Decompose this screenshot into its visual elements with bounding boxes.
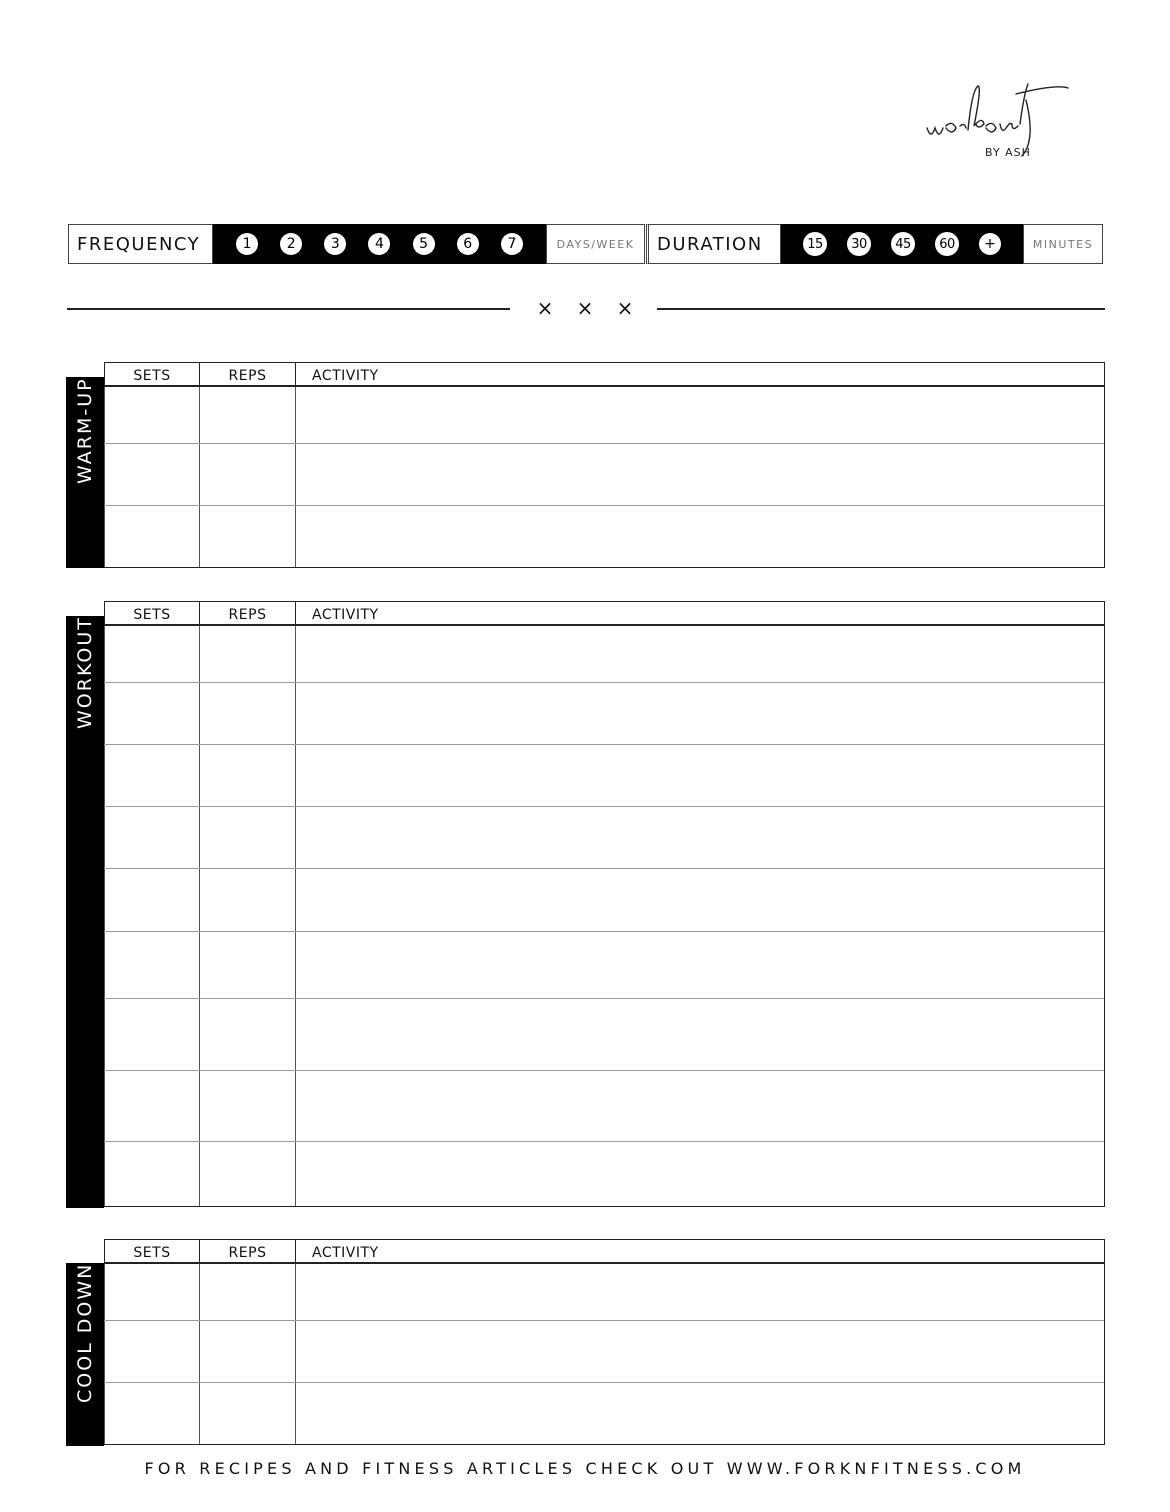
activity-header: ACTIVITY bbox=[295, 363, 1104, 385]
sets-cell[interactable] bbox=[104, 1071, 199, 1141]
sets-cell[interactable] bbox=[104, 869, 199, 931]
sets-header: SETS bbox=[104, 1240, 199, 1262]
sets-cell[interactable] bbox=[104, 444, 199, 505]
table-row bbox=[104, 444, 1104, 506]
frequency-options bbox=[213, 224, 546, 264]
table-row bbox=[104, 999, 1104, 1071]
reps-cell[interactable] bbox=[199, 444, 295, 505]
reps-cell[interactable] bbox=[199, 1383, 295, 1444]
divider-cross-icon: × bbox=[576, 296, 594, 320]
cooldown-section bbox=[66, 1239, 1106, 1446]
table-row bbox=[104, 932, 1104, 999]
sets-cell[interactable] bbox=[104, 1264, 199, 1320]
frequency-option-7[interactable]: 7 bbox=[501, 233, 523, 255]
activity-cell[interactable] bbox=[295, 444, 1104, 505]
activity-cell[interactable] bbox=[295, 807, 1104, 868]
warmup-table bbox=[104, 362, 1105, 568]
logo-subtitle: BY ASH bbox=[985, 146, 1031, 159]
brand-logo bbox=[922, 80, 1082, 165]
frequency-option-6[interactable]: 6 bbox=[457, 233, 479, 255]
sets-cell[interactable] bbox=[104, 932, 199, 998]
footer-text: FOR RECIPES AND FITNESS ARTICLES CHECK OUT WWW.FORKNFITNESS.COM bbox=[144, 1459, 1026, 1478]
frequency-label: FREQUENCY bbox=[68, 224, 213, 264]
frequency-option-3[interactable]: 3 bbox=[324, 233, 346, 255]
workout-title: WORKOUT bbox=[74, 616, 96, 729]
table-row bbox=[104, 1264, 1104, 1321]
sets-cell[interactable] bbox=[104, 745, 199, 806]
frequency-option-2[interactable]: 2 bbox=[280, 233, 302, 255]
activity-cell[interactable] bbox=[295, 387, 1104, 443]
reps-cell[interactable] bbox=[199, 932, 295, 998]
reps-cell[interactable] bbox=[199, 869, 295, 931]
divider-marks bbox=[530, 296, 640, 320]
activity-cell[interactable] bbox=[295, 745, 1104, 806]
sets-header: SETS bbox=[104, 602, 199, 624]
duration-label: DURATION bbox=[646, 224, 781, 264]
sets-cell[interactable] bbox=[104, 1383, 199, 1444]
sets-cell[interactable] bbox=[104, 1142, 199, 1206]
frequency-option-4[interactable]: 4 bbox=[368, 233, 390, 255]
workout-section bbox=[66, 601, 1106, 1208]
sets-cell[interactable] bbox=[104, 387, 199, 443]
reps-cell[interactable] bbox=[199, 807, 295, 868]
reps-header: REPS bbox=[199, 1240, 295, 1262]
activity-cell[interactable] bbox=[295, 1142, 1104, 1206]
reps-cell[interactable] bbox=[199, 683, 295, 744]
table-row bbox=[104, 626, 1104, 683]
reps-header: REPS bbox=[199, 363, 295, 385]
divider-cross-icon: × bbox=[536, 296, 554, 320]
warmup-table-header bbox=[104, 363, 1104, 387]
activity-cell[interactable] bbox=[295, 1264, 1104, 1320]
frequency-bar bbox=[68, 224, 646, 264]
duration-option-60[interactable]: 60 bbox=[935, 232, 959, 256]
divider-cross-icon: × bbox=[616, 296, 634, 320]
sets-cell[interactable] bbox=[104, 506, 199, 567]
reps-cell[interactable] bbox=[199, 1142, 295, 1206]
sets-header: SETS bbox=[104, 363, 199, 385]
duration-option-45[interactable]: 45 bbox=[891, 232, 915, 256]
sets-cell[interactable] bbox=[104, 1321, 199, 1382]
duration-option-15[interactable]: 15 bbox=[803, 232, 827, 256]
workout-table bbox=[104, 601, 1105, 1207]
activity-cell[interactable] bbox=[295, 626, 1104, 682]
table-row bbox=[104, 683, 1104, 745]
table-row bbox=[104, 1071, 1104, 1142]
table-row bbox=[104, 506, 1104, 567]
reps-cell[interactable] bbox=[199, 506, 295, 567]
table-row bbox=[104, 1383, 1104, 1444]
activity-cell[interactable] bbox=[295, 999, 1104, 1070]
warmup-section bbox=[66, 362, 1106, 568]
activity-header: ACTIVITY bbox=[295, 1240, 1104, 1262]
table-row bbox=[104, 869, 1104, 932]
reps-header: REPS bbox=[199, 602, 295, 624]
duration-option-30[interactable]: 30 bbox=[847, 232, 871, 256]
sets-cell[interactable] bbox=[104, 807, 199, 868]
cooldown-side-bar bbox=[66, 1263, 104, 1446]
divider-line-left bbox=[67, 308, 510, 310]
activity-cell[interactable] bbox=[295, 932, 1104, 998]
frequency-option-1[interactable]: 1 bbox=[236, 233, 258, 255]
reps-cell[interactable] bbox=[199, 745, 295, 806]
reps-cell[interactable] bbox=[199, 387, 295, 443]
sets-cell[interactable] bbox=[104, 683, 199, 744]
duration-unit: MINUTES bbox=[1023, 224, 1103, 264]
reps-cell[interactable] bbox=[199, 1321, 295, 1382]
table-row bbox=[104, 1321, 1104, 1383]
table-row bbox=[104, 745, 1104, 807]
table-row bbox=[104, 1142, 1104, 1206]
reps-cell[interactable] bbox=[199, 626, 295, 682]
activity-cell[interactable] bbox=[295, 683, 1104, 744]
reps-cell[interactable] bbox=[199, 999, 295, 1070]
frequency-option-5[interactable]: 5 bbox=[413, 233, 435, 255]
activity-cell[interactable] bbox=[295, 1071, 1104, 1141]
warmup-title: WARM-UP bbox=[74, 377, 96, 484]
cooldown-title: COOL DOWN bbox=[74, 1263, 96, 1404]
reps-cell[interactable] bbox=[199, 1264, 295, 1320]
activity-cell[interactable] bbox=[295, 506, 1104, 567]
workout-table-header bbox=[104, 602, 1104, 626]
duration-options bbox=[781, 224, 1023, 264]
sets-cell[interactable] bbox=[104, 999, 199, 1070]
divider-line-right bbox=[657, 308, 1105, 310]
activity-cell[interactable] bbox=[295, 1383, 1104, 1444]
cooldown-table-header bbox=[104, 1240, 1104, 1264]
activity-cell[interactable] bbox=[295, 869, 1104, 931]
warmup-side-bar bbox=[66, 377, 104, 568]
reps-cell[interactable] bbox=[199, 1071, 295, 1141]
activity-header: ACTIVITY bbox=[295, 602, 1104, 624]
table-row bbox=[104, 387, 1104, 444]
duration-bar bbox=[646, 224, 1103, 264]
frequency-unit: DAYS/WEEK bbox=[546, 224, 645, 264]
sets-cell[interactable] bbox=[104, 626, 199, 682]
workout-side-bar bbox=[66, 616, 104, 1208]
activity-cell[interactable] bbox=[295, 1321, 1104, 1382]
duration-option-plus[interactable]: + bbox=[979, 233, 1001, 255]
cooldown-table bbox=[104, 1239, 1105, 1445]
table-row bbox=[104, 807, 1104, 869]
